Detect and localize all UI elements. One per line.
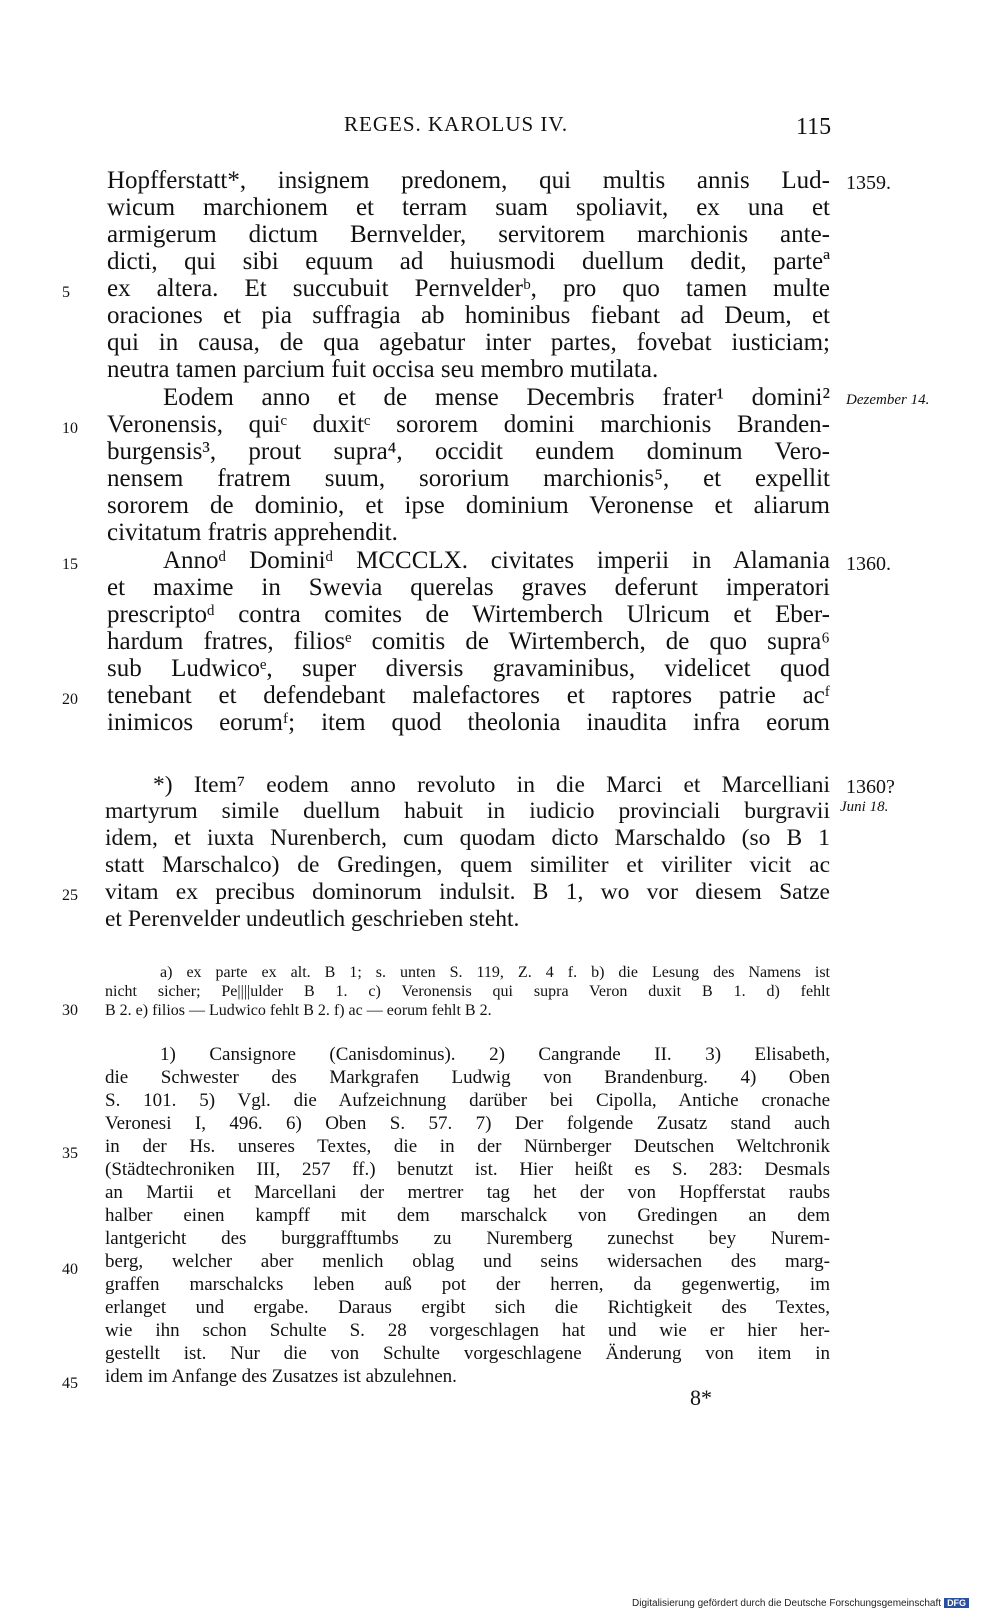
text-line: gestellt ist. Nur die von Schulte vorgeschlagene Änderung von item in [105,1343,830,1364]
text-line: et Perenvelder undeutlich geschrieben steht. [105,906,520,932]
line-number: 5 [62,284,70,301]
text-line: *) Item⁷ eodem anno revoluto in die Marci et Marcelliani [153,772,830,798]
text-line: qui in causa, de qua agebatur inter partes, fovebat iusticiam; [107,329,830,356]
credit-text: Digitalisierung gefördert durch die Deutsche Forschungsgemeinschaft [632,1598,942,1609]
text-line: Eodem anno et de mense Decembris frater¹ domini² [163,384,830,411]
text-line: an Martii et Marcellani der mertrer tag het der von Hopfferstat raubs [105,1182,830,1203]
text-line: hardum fratres, filiosᵉ comitis de Wirtemberch, de quo supra⁶ [107,628,830,655]
text-line: wie ihn schon Schulte S. 28 vorgeschlagen hat und wie er hier her- [105,1320,830,1341]
digitization-credit [632,1598,969,1609]
line-number: 10 [62,420,78,437]
text-line: burgensis³, prout supra⁴, occidit eundem dominum Vero- [107,438,830,465]
text-line: inimicos eorumᶠ; item quod theolonia inaudita infra eorum [107,709,830,736]
page-header [0,112,1000,142]
text-line: lantgericht des burggrafftumbs zu Nuremberg zunechst bey Nurem- [105,1228,830,1249]
text-line: graffen marschalcks leben auß pot der herren, da gegenwertig, im [105,1274,830,1295]
text-line: Veronensis, quiᶜ duxitᶜ sororem domini marchionis Branden- [107,411,830,438]
line-number: 20 [62,691,78,708]
text-line: nicht sicher; Pe||||ulder B 1. c) Veronensis qui supra Veron duxit B 1. d) fehlt [105,983,830,1000]
text-line: S. 101. 5) Vgl. die Aufzeichnung darüber bei Cipolla, Antiche cronache [105,1090,830,1111]
margin-date: 1360? [846,776,895,798]
signature-mark: 8* [690,1385,712,1410]
line-number: 25 [62,887,78,904]
text-line: halber einen kampff mit dem marschalck von Gredingen an dem [105,1205,830,1226]
margin-date: Dezember 14. [846,392,930,408]
text-line: die Schwester des Markgrafen Ludwig von Brandenburg. 4) Oben [105,1067,830,1088]
text-line: dicti, qui sibi equum ad huiusmodi duellum dedit, parteª [107,248,830,275]
margin-date: Juni 18. [840,799,889,815]
text-line: civitatum fratris apprehendit. [107,519,398,546]
text-line: armigerum dictum Bernvelder, servitorem marchionis ante- [107,221,830,248]
text-line: erlanget und ergabe. Daraus ergibt sich die Richtigkeit des Textes, [105,1297,830,1318]
running-title: REGES. KAROLUS IV. [344,112,569,136]
text-line: in der Hs. unseres Textes, die in der Nürnberger Deutschen Weltchronik [105,1136,830,1157]
text-line: Annoᵈ Dominiᵈ MCCCLX. civitates imperii in Alamania [163,547,830,574]
text-line: prescriptoᵈ contra comites de Wirtemberch Ulricum et Eber- [107,601,830,628]
text-line: (Städtechroniken III, 257 ff.) benutzt ist. Hier heißt es S. 283: Desmals [105,1159,830,1180]
text-line: berg, welcher aber menlich oblag und seins widersachen des marg- [105,1251,830,1272]
dfg-logo: DFG [944,1598,969,1608]
text-line: oraciones et pia suffragia ab hominibus fiebant ad Deum, et [107,302,830,329]
text-line: ex altera. Et succubuit Pernvelderᵇ, pro quo tamen multe [107,275,830,302]
text-line: sub Ludwicoᵉ, super diversis gravaminibus, videlicet quod [107,655,830,682]
line-number: 30 [62,1002,78,1019]
text-line: 1) Cansignore (Canisdominus). 2) Cangrande II. 3) Elisabeth, [160,1044,830,1065]
line-number: 45 [62,1375,78,1392]
text-line: nensem fratrem suum, sororium marchionis⁵, et expellit [107,465,830,492]
text-line: neutra tamen parcium fuit occisa seu membro mutilata. [107,356,659,383]
text-line: Veronesi I, 496. 6) Oben S. 57. 7) Der folgende Zusatz stand auch [105,1113,830,1134]
page-number: 115 [796,114,832,140]
text-line: statt Marschalco) de Gredingen, quem similiter et viriliter vicit ac [105,852,830,878]
text-line: a) ex parte ex alt. B 1; s. unten S. 119, Z. 4 f. b) die Lesung des Namens ist [160,964,830,981]
text-line: vitam ex precibus dominorum indulsit. B 1, wo vor diesem Satze [105,879,830,905]
line-number: 35 [62,1145,78,1162]
margin-date: 1359. [846,172,891,194]
text-line: idem im Anfange des Zusatzes ist abzulehnen. [105,1366,457,1387]
line-number: 15 [62,556,78,573]
text-line: Hopfferstatt*, insignem predonem, qui multis annis Lud- [107,167,830,194]
line-number: 40 [62,1261,78,1278]
text-line: martyrum simile duellum habuit in iudicio provinciali burgravii [105,798,830,824]
text-line: B 2. e) filios — Ludwico fehlt B 2. f) ac — eorum fehlt B 2. [105,1002,492,1019]
text-line: tenebant et defendebant malefactores et raptores patrie acᶠ [107,682,830,709]
text-line: sororem de dominio, et ipse dominium Veronense et aliarum [107,492,830,519]
text-line: wicum marchionem et terram suam spoliavit, ex una et [107,194,830,221]
text-line: idem, et iuxta Nurenberch, cum quodam dicto Marschaldo (so B 1 [105,825,830,851]
margin-date: 1360. [846,553,891,575]
text-line: et maxime in Swevia querelas graves deferunt imperatori [107,574,830,601]
